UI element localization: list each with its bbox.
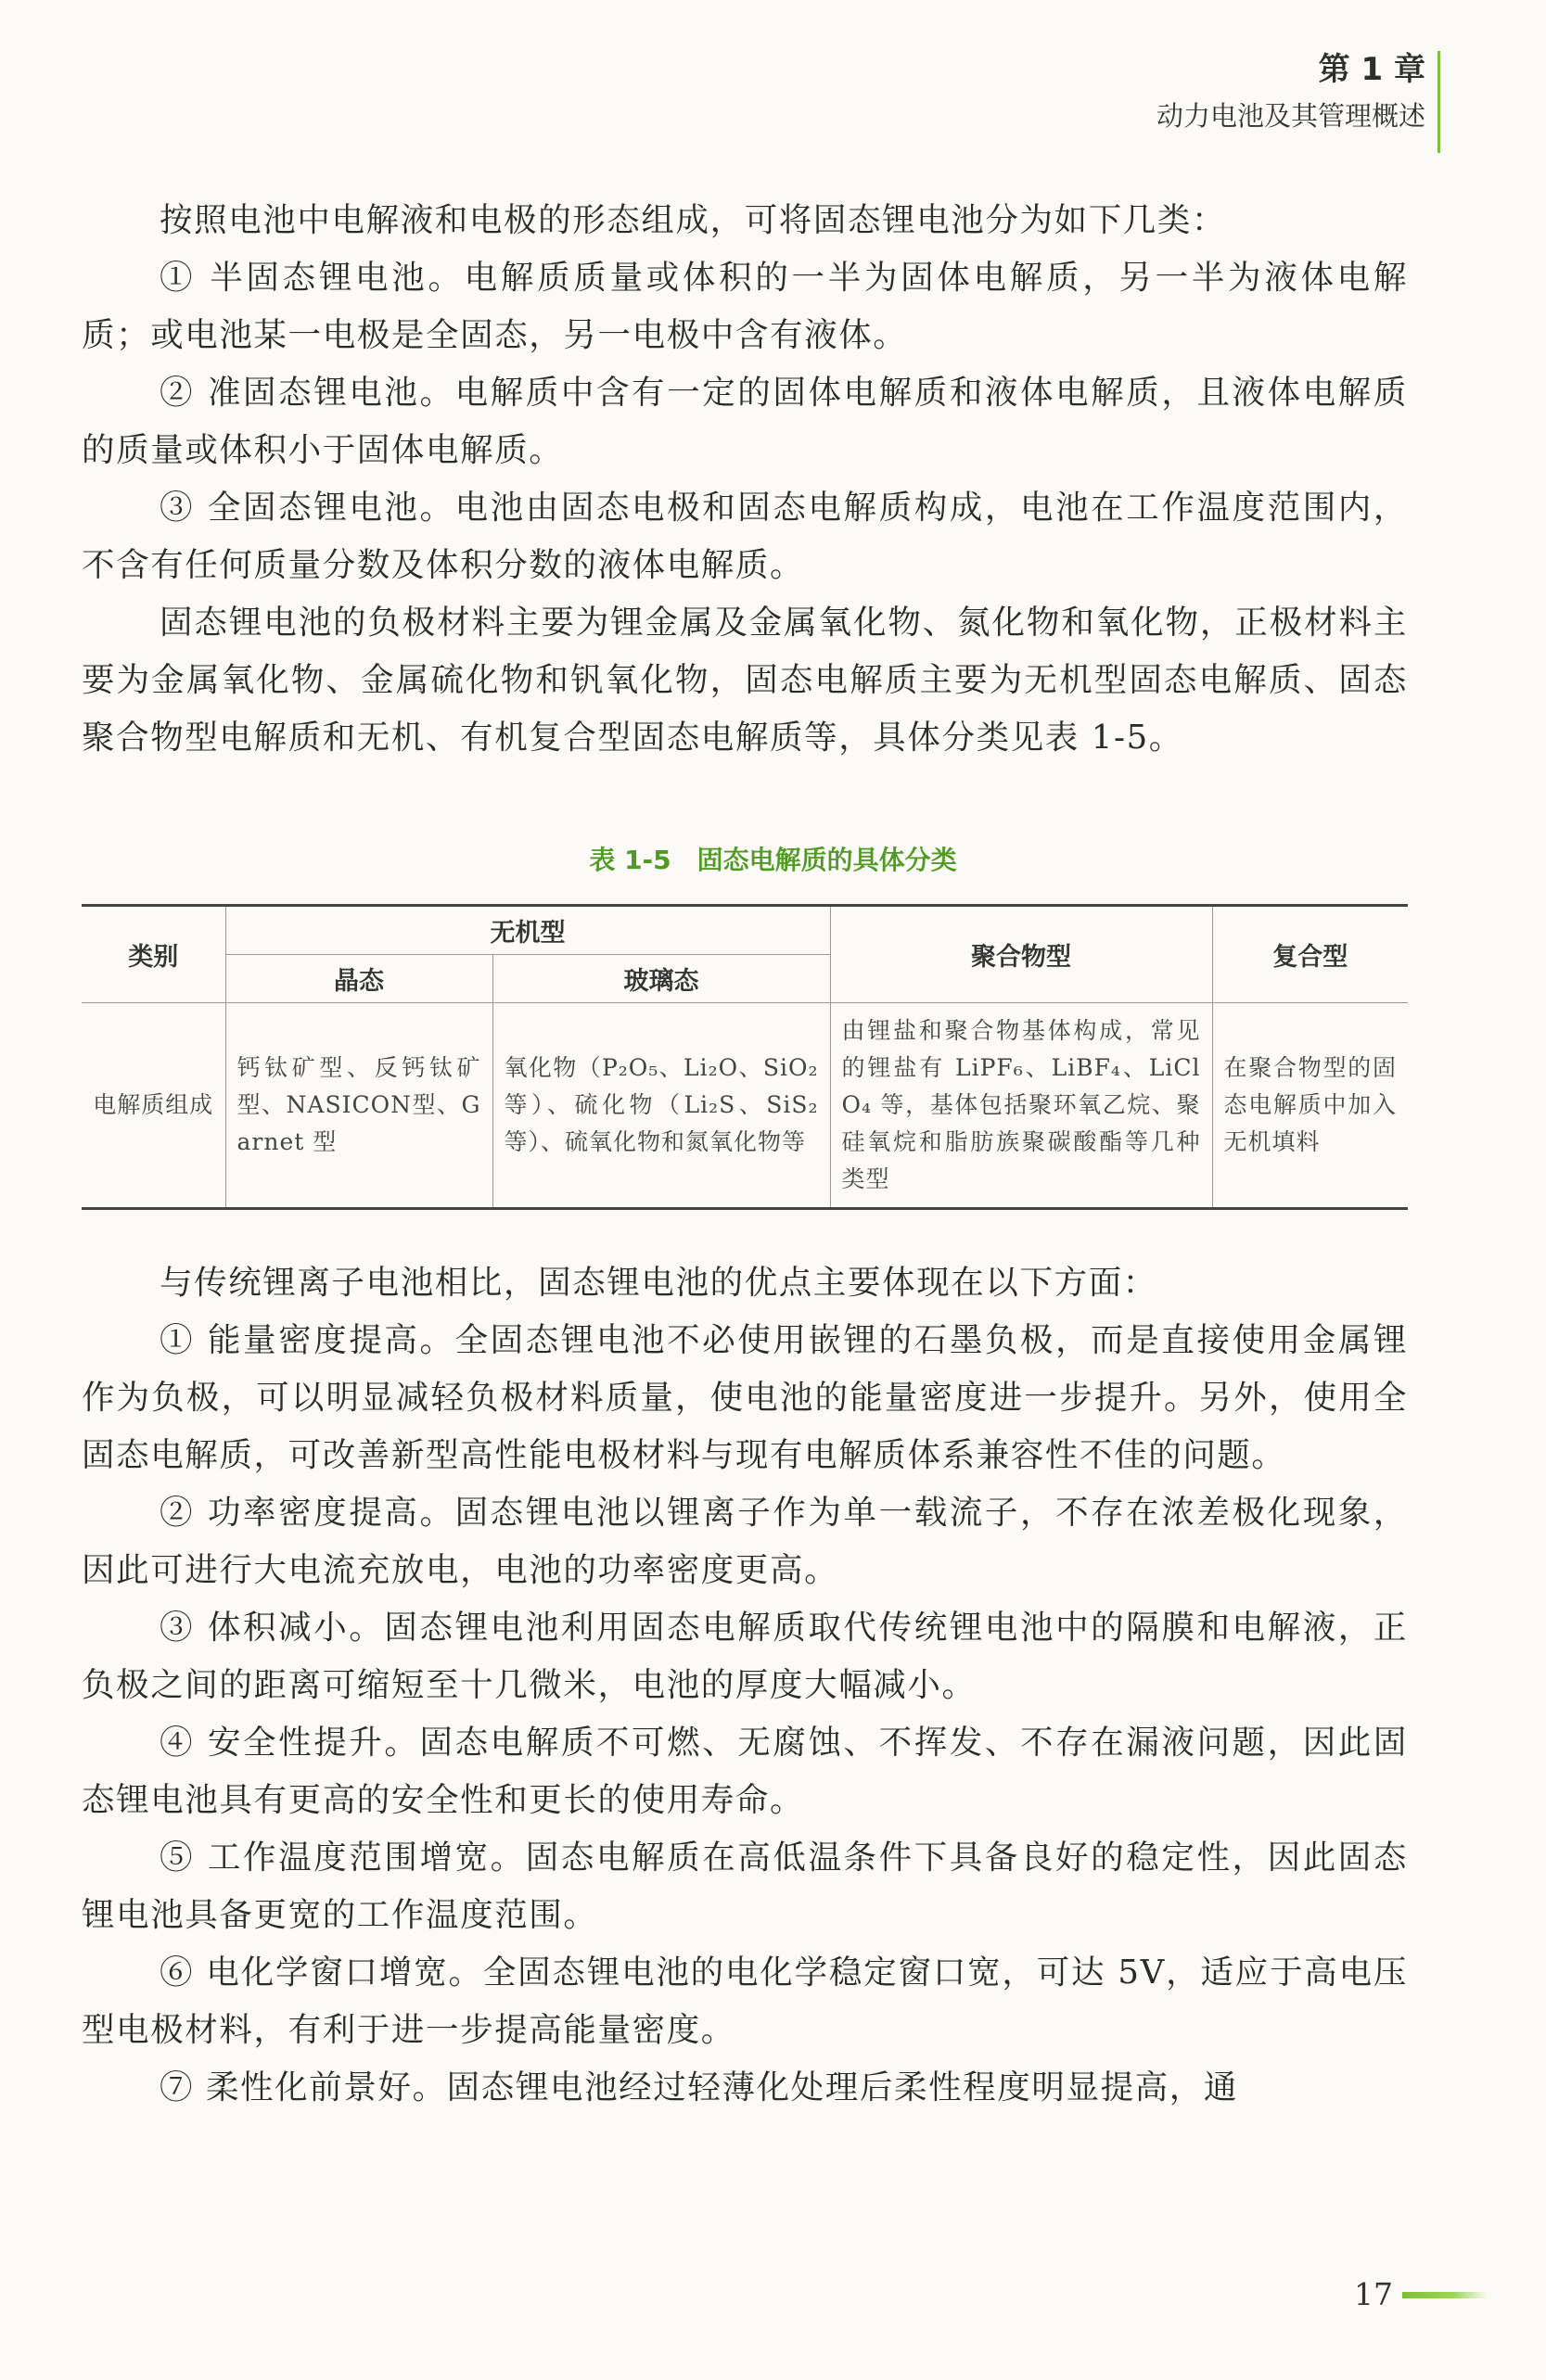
electrolyte-classification-table bbox=[82, 904, 1408, 1210]
page-number-accent-bar bbox=[1402, 2292, 1488, 2298]
paragraph: ① 半固态锂电池。电解质质量或体积的一半为固体电解质，另一半为液体电解质；或电池某一电极是全固态，另一电极中含有液体。 bbox=[82, 259, 1408, 354]
paragraph: ② 功率密度提高。固态锂电池以锂离子作为单一载流子，不存在浓差极化现象，因此可进行大电流充放电，电池的功率密度更高。 bbox=[82, 1494, 1408, 1589]
header-glassy: 玻璃态 bbox=[492, 955, 830, 1003]
header-crystalline: 晶态 bbox=[225, 955, 492, 1003]
chapter-title: 动力电池及其管理概述 bbox=[1156, 100, 1425, 132]
paragraph: ③ 体积减小。固态锂电池利用固态电解质取代传统锂电池中的隔膜和电解液，正负极之间的距离可缩短至十几微米，电池的厚度大幅减小。 bbox=[82, 1609, 1408, 1704]
page-number: 17 bbox=[1354, 2276, 1393, 2312]
header-category: 类别 bbox=[82, 906, 225, 1003]
cell-row-label: 电解质组成 bbox=[82, 1003, 225, 1209]
paragraph: ③ 全固态锂电池。电池由固态电极和固态电解质构成，电池在工作温度范围内，不含有任何质量分数及体积分数的液体电解质。 bbox=[82, 489, 1408, 584]
header-accent-bar bbox=[1437, 51, 1440, 153]
paragraph: 按照电池中电解液和电极的形态组成，可将固态锂电池分为如下几类： bbox=[160, 201, 1227, 239]
cell-crystalline: 钙钛矿型、反钙钛矿型、NASICON型、Garnet 型 bbox=[225, 1003, 492, 1209]
table-row bbox=[82, 1003, 1408, 1209]
table-header-row bbox=[82, 906, 1408, 955]
paragraph: ⑦ 柔性化前景好。固态锂电池经过轻薄化处理后柔性程度明显提高，通 bbox=[160, 2068, 1238, 2106]
chapter-label: 第 1 章 bbox=[1318, 51, 1425, 88]
table-caption: 表 1-5 固态电解质的具体分类 bbox=[589, 845, 957, 875]
paragraph: ⑤ 工作温度范围增宽。固态电解质在高低温条件下具备良好的稳定性，因此固态锂电池具备更宽的工作温度范围。 bbox=[82, 1839, 1408, 1934]
running-header bbox=[1156, 46, 1425, 139]
section-classification bbox=[82, 192, 1408, 767]
paragraph: 与传统锂离子电池相比，固态锂电池的优点主要体现在以下方面： bbox=[160, 1264, 1157, 1302]
paragraph: ④ 安全性提升。固态电解质不可燃、无腐蚀、不挥发、不存在漏液问题，因此固态锂电池具有更高的安全性和更长的使用寿命。 bbox=[82, 1724, 1408, 1819]
paragraph: 固态锂电池的负极材料主要为锂金属及金属氧化物、氮化物和氧化物，正极材料主要为金属氧化物、金属硫化物和钒氧化物，固态电解质主要为无机型固态电解质、固态聚合物型电解质和无机、有机复合型固态电解质等，具体分类见表 1-5。 bbox=[82, 604, 1408, 757]
section-advantages bbox=[82, 1254, 1408, 2117]
cell-glassy: 氧化物（P₂O₅、Li₂O、SiO₂ 等）、硫化物（Li₂S、SiS₂ 等）、硫氧化物和氮氧化物等 bbox=[492, 1003, 830, 1209]
header-polymer: 聚合物型 bbox=[830, 906, 1212, 1003]
paragraph: ① 能量密度提高。全固态锂电池不必使用嵌锂的石墨负极，而是直接使用金属锂作为负极，可以明显减轻负极材料质量，使电池的能量密度进一步提升。另外，使用全固态电解质，可改善新型高性能电极材料与现有电解质体系兼容性不佳的问题。 bbox=[82, 1321, 1408, 1474]
paragraph: ⑥ 电化学窗口增宽。全固态锂电池的电化学稳定窗口宽，可达 5V，适应于高电压型电极材料，有利于进一步提高能量密度。 bbox=[82, 1954, 1408, 2049]
paragraph: ② 准固态锂电池。电解质中含有一定的固体电解质和液体电解质，且液体电解质的质量或体积小于固体电解质。 bbox=[82, 374, 1408, 469]
cell-composite: 在聚合物型的固态电解质中加入无机填料 bbox=[1212, 1003, 1408, 1209]
header-inorganic: 无机型 bbox=[225, 906, 830, 955]
header-composite: 复合型 bbox=[1212, 906, 1408, 1003]
cell-polymer: 由锂盐和聚合物基体构成，常见的锂盐有 LiPF₆、LiBF₄、LiClO₄ 等，基体包括聚环氧乙烷、聚硅氧烷和脂肪族聚碳酸酯等几种类型 bbox=[830, 1003, 1212, 1209]
